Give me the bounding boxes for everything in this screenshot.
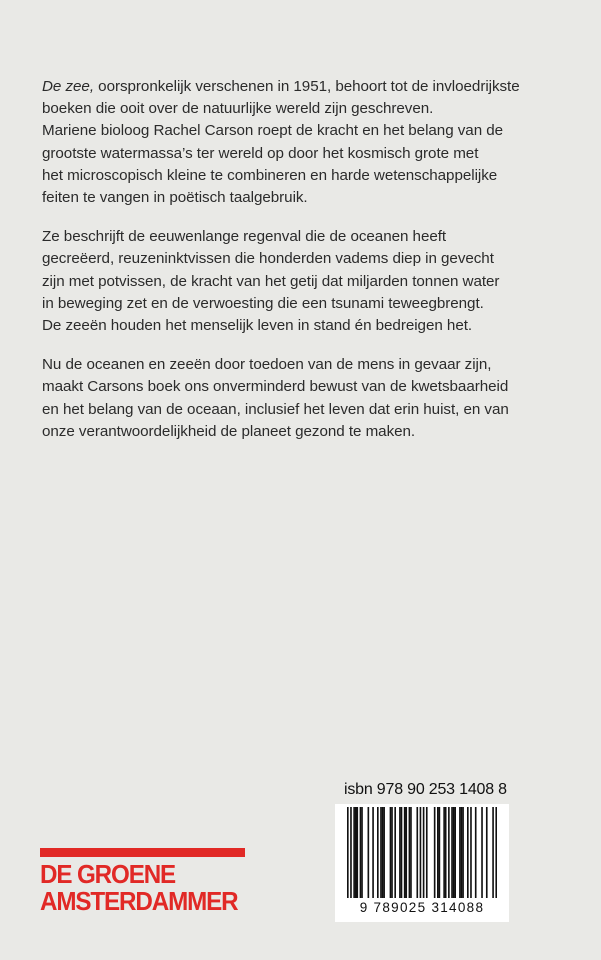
text-line: feiten te vangen in poëtisch taalgebruik.: [42, 189, 308, 207]
barcode-bar: [361, 807, 363, 899]
barcode-bar: [481, 807, 483, 899]
back-cover-text: [42, 76, 562, 460]
text-line: het microscopisch kleine te combineren en harde wetenschappelijke: [42, 166, 498, 184]
barcode-bar: [495, 807, 497, 901]
isbn-barcode-block: [335, 780, 565, 922]
paragraph-description: [42, 226, 562, 337]
barcode-bar: [439, 807, 441, 899]
barcode-bar: [356, 807, 358, 899]
text-line: onze verantwoordelijkheid de planeet gezond te maken.: [42, 422, 416, 440]
barcode-bar: [372, 807, 374, 899]
text-line: en het belang van de oceaan, inclusief het leven dat erin huist, en van: [42, 400, 509, 418]
barcode-bar: [420, 807, 422, 901]
barcode-bar: [492, 807, 494, 901]
barcode-bar: [462, 807, 464, 899]
publisher-logo-line2: AMSTERDAMMER: [40, 886, 238, 916]
barcode-bar: [470, 807, 472, 899]
text-line: De zeeën houden het menselijk leven in stand én bedreigen het.: [42, 317, 473, 335]
barcode-bar: [404, 807, 406, 899]
barcode-bar: [401, 807, 403, 899]
barcode-bar: [437, 807, 439, 899]
barcode-bar: [391, 807, 393, 899]
text-line: De zee, oorspronkelijk verschenen in 1951, behoort tot de invloedrijkste: [42, 78, 520, 95]
barcode-bar: [453, 807, 455, 899]
barcode-bar: [426, 807, 428, 899]
barcode-bar: [461, 807, 463, 899]
barcode-bar: [383, 807, 385, 899]
barcode-bars: [347, 807, 497, 901]
text-line: in beweging zet en de verwoesting die een tsunami teweegbrengt.: [42, 294, 484, 312]
barcode-bar: [390, 807, 392, 899]
publisher-logo: [40, 861, 238, 915]
publisher-logo-bar: [40, 848, 245, 857]
barcode-bar: [475, 807, 477, 899]
barcode-bar: [399, 807, 401, 899]
isbn-label: isbn 978 90 253 1408 8: [344, 781, 507, 798]
barcode-bar: [368, 807, 370, 899]
text-line: Nu de oceanen en zeeën door toedoen van de mens in gevaar zijn,: [42, 356, 492, 374]
barcode-bar: [360, 807, 362, 899]
barcode-bar: [410, 807, 412, 899]
barcode-bar: [394, 807, 396, 899]
text-line: Mariene bioloog Rachel Carson roept de kracht en het belang van de: [42, 122, 504, 140]
barcode-bar: [353, 807, 355, 899]
barcode-bar: [377, 807, 379, 899]
barcode-bar: [445, 807, 447, 899]
paragraph-intro: [42, 76, 562, 209]
barcode-bar: [451, 807, 453, 899]
barcode-bar: [434, 807, 436, 899]
barcode-bar: [448, 807, 450, 899]
barcode-bar: [350, 807, 352, 901]
text-line: maakt Carsons boek ons onverminderd bewust van de kwetsbaarheid: [42, 378, 509, 396]
barcode-bar: [405, 807, 407, 899]
book-title-italic: De zee,: [42, 78, 94, 95]
publisher-logo-line1: DE GROENE: [40, 859, 176, 889]
barcode-bar: [486, 807, 488, 899]
barcode-box: [335, 804, 509, 922]
barcode-bar: [443, 807, 445, 899]
barcode-bar: [416, 807, 418, 899]
paragraph-closing: [42, 354, 562, 443]
barcode-bar: [423, 807, 425, 901]
barcode-bar: [409, 807, 411, 899]
barcode-digits: 9 789025 314088: [335, 898, 509, 918]
text-line: boeken die ooit over de natuurlijke wereld zijn geschreven.: [42, 100, 434, 118]
text-line: gecreëerd, reuzeninktvissen die honderden vadems diep in gevecht: [42, 250, 494, 268]
text-line: grootste watermassa’s ter wereld op door het kosmisch grote met: [42, 144, 479, 162]
barcode-bar: [347, 807, 349, 901]
barcode-bar: [459, 807, 461, 899]
barcode-bar: [355, 807, 357, 899]
text-line: zijn met potvissen, de kracht van het getij dat miljarden tonnen water: [42, 272, 500, 290]
barcode-bar: [380, 807, 382, 899]
text-line: Ze beschrijft de eeuwenlange regenval die de oceanen heeft: [42, 228, 447, 246]
barcode-bar: [382, 807, 384, 899]
barcode-bar: [454, 807, 456, 899]
barcode-bar: [467, 807, 469, 899]
